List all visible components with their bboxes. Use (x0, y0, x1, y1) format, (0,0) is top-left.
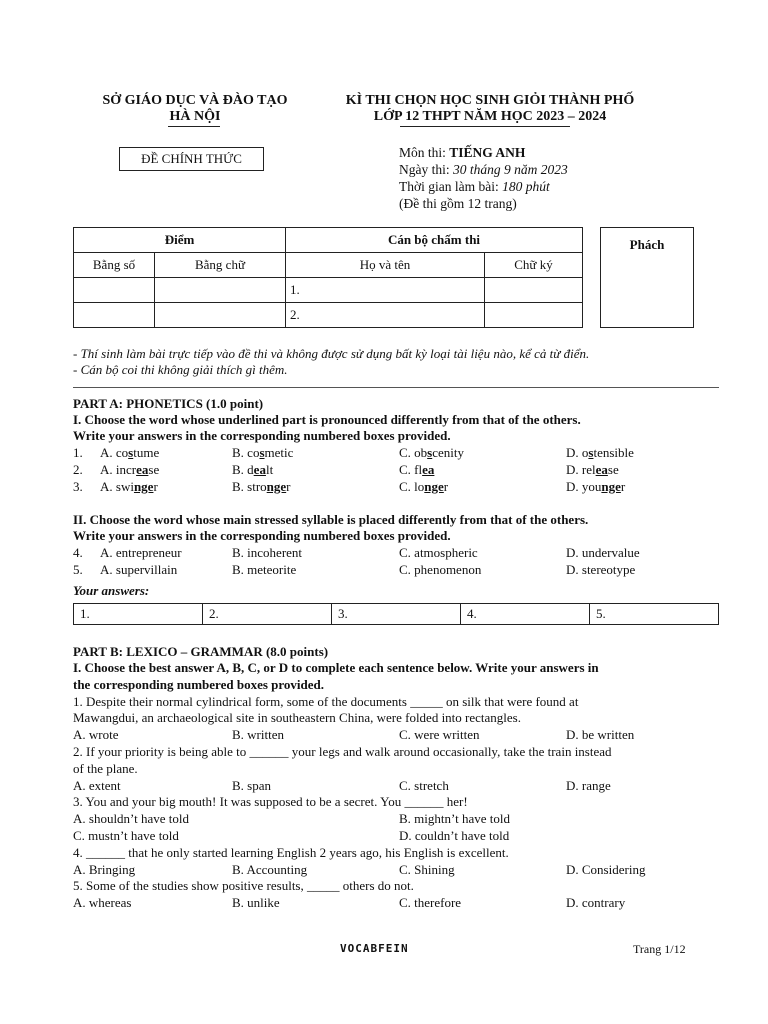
question-4-text: 4. ______ that he only started learning English 2 years ago, his English is excellent. (73, 845, 509, 860)
question-5-text: 5. Some of the studies show positive results, _____ others do not. (73, 878, 414, 893)
duration-line (399, 179, 550, 195)
score-number-cell-2[interactable] (74, 303, 155, 328)
score-number-cell[interactable] (74, 278, 155, 303)
option-c: C. atmospheric (399, 545, 478, 560)
q2-option-a: A. extent (73, 778, 121, 793)
your-answers-label: Your answers: (73, 583, 150, 598)
question-number: 4. (73, 545, 83, 560)
option-c: C. longer (399, 479, 449, 494)
option-a: A. costume (100, 445, 160, 460)
score-number-header: Bằng số (74, 253, 155, 278)
part-a-sec2-instruction-2: Write your answers in the corresponding numbered boxes provided. (73, 528, 451, 543)
question-number: 2. (73, 462, 83, 477)
question-2-text-cont: of the plane. (73, 761, 138, 776)
option-d: D. ostensible (566, 445, 634, 460)
part-a-title: PART A: PHONETICS (1.0 point) (73, 396, 264, 411)
subject-value: TIẾNG ANH (449, 145, 526, 160)
option-c: C. phenomenon (399, 562, 482, 577)
exam-year: LỚP 12 THPT NĂM HỌC 2023 – 2024 (373, 109, 607, 124)
option-d: D. undervalue (566, 545, 640, 560)
q3-option-b: B. mightn’t have told (399, 811, 510, 826)
part-a-sec2-instruction-1: II. Choose the word whose main stressed syllable is placed differently from that of the others. (73, 512, 589, 527)
option-d: D. younger (566, 479, 626, 494)
q1-option-b: B. written (232, 727, 284, 742)
header-divider-right (400, 126, 570, 127)
option-c: C. obscenity (399, 445, 464, 460)
question-number: 5. (73, 562, 83, 577)
part-b-sec1-instruction-1: I. Choose the best answer A, B, C, or D to complete each sentence below. Write your answers in (73, 660, 599, 675)
score-words-cell[interactable] (155, 278, 286, 303)
answer-box-4[interactable]: 4. (461, 604, 590, 625)
department-name: SỞ GIÁO DỤC VÀ ĐÀO TẠO (102, 93, 288, 108)
score-words-header: Bằng chữ (155, 253, 286, 278)
exam-name: KÌ THI CHỌN HỌC SINH GIỎI THÀNH PHỐ (345, 93, 635, 108)
department-city: HÀ NỘI (169, 109, 221, 124)
brand-logo: VOCABFEIN (340, 942, 409, 955)
score-table (73, 227, 583, 328)
q4-option-b: B. Accounting (232, 862, 308, 877)
option-a: A. increase (100, 462, 160, 477)
examiner-1-name-cell[interactable]: 1. (286, 278, 485, 303)
date-line (399, 162, 568, 178)
examiner-2-signature-cell[interactable] (485, 303, 583, 328)
q1-option-d: D. be written (566, 727, 635, 742)
official-exam-stamp: ĐỀ CHÍNH THỨC (119, 147, 264, 171)
page-count-note: (Đề thi gồm 12 trang) (399, 196, 517, 211)
question-number: 3. (73, 479, 83, 494)
page-number: Trang 1/12 (633, 942, 686, 956)
examiner-1-signature-cell[interactable] (485, 278, 583, 303)
q5-option-c: C. therefore (399, 895, 462, 910)
option-d: D. release (566, 462, 619, 477)
subject-label: Môn thi: (399, 145, 450, 160)
q5-option-d: D. contrary (566, 895, 626, 910)
note-1: - Thí sinh làm bài trực tiếp vào đề thi và không được sử dụng bất kỳ loại tài liệu nào, kể cả từ điển. (73, 346, 590, 361)
q4-option-c: C. Shining (399, 862, 455, 877)
option-a: A. supervillain (100, 562, 178, 577)
answer-box-1[interactable]: 1. (74, 604, 203, 625)
option-b: B. incoherent (232, 545, 303, 560)
q1-option-a: A. wrote (73, 727, 119, 742)
note-2: - Cán bộ coi thi không giải thích gì thêm. (73, 362, 288, 377)
q3-option-d: D. couldn’t have told (399, 828, 510, 843)
q4-option-a: A. Bringing (73, 862, 136, 877)
subject-line (399, 145, 525, 161)
date-value: 30 tháng 9 năm 2023 (453, 162, 568, 177)
q4-option-d: D. Considering (566, 862, 646, 877)
question-1-text: 1. Despite their normal cylindrical form, some of the documents _____ on silk that were found at (73, 694, 579, 709)
option-b: B. dealt (232, 462, 274, 477)
part-a-sec1-instruction-2: Write your answers in the corresponding numbered boxes provided. (73, 428, 451, 443)
examiner-header: Cán bộ chấm thi (286, 228, 583, 253)
option-b: B. stronger (232, 479, 291, 494)
score-header: Điểm (74, 228, 286, 253)
q5-option-b: B. unlike (232, 895, 280, 910)
answer-box-5[interactable]: 5. (590, 604, 719, 625)
question-number: 1. (73, 445, 83, 460)
answer-box-2[interactable]: 2. (203, 604, 332, 625)
question-2-text: 2. If your priority is being able to ______ your legs and walk around occasionally, take the train instead (73, 744, 612, 759)
answer-boxes (73, 603, 719, 625)
section-divider (73, 387, 719, 388)
date-label: Ngày thi: (399, 162, 453, 177)
option-d: D. stereotype (566, 562, 636, 577)
q5-option-a: A. whereas (73, 895, 132, 910)
duration-value: 180 phút (502, 179, 550, 194)
q3-option-c: C. mustn’t have told (73, 828, 179, 843)
option-c: C. flea (399, 462, 435, 477)
option-b: B. cosmetic (232, 445, 294, 460)
phach-box[interactable]: Phách (600, 227, 694, 328)
examiner-signature-header: Chữ ký (485, 253, 583, 278)
duration-label: Thời gian làm bài: (399, 179, 503, 194)
answer-box-3[interactable]: 3. (332, 604, 461, 625)
q2-option-b: B. span (232, 778, 271, 793)
option-a: A. swinger (100, 479, 158, 494)
header-divider-left (168, 126, 220, 127)
examiner-name-header: Họ và tên (286, 253, 485, 278)
option-a: A. entrepreneur (100, 545, 182, 560)
option-b: B. meteorite (232, 562, 297, 577)
part-b-title: PART B: LEXICO – GRAMMAR (8.0 points) (73, 644, 329, 659)
q2-option-c: C. stretch (399, 778, 449, 793)
score-words-cell-2[interactable] (155, 303, 286, 328)
question-3-text: 3. You and your big mouth! It was supposed to be a secret. You ______ her! (73, 794, 468, 809)
question-1-text-cont: Mawangdui, an archaeological site in southeastern China, were folded into rectangles. (73, 710, 521, 725)
q2-option-d: D. range (566, 778, 611, 793)
q1-option-c: C. were written (399, 727, 480, 742)
part-a-sec1-instruction-1: I. Choose the word whose underlined part is pronounced differently from that of the others. (73, 412, 581, 427)
part-b-sec1-instruction-2: the corresponding numbered boxes provided. (73, 677, 325, 692)
examiner-2-name-cell[interactable]: 2. (286, 303, 485, 328)
q3-option-a: A. shouldn’t have told (73, 811, 190, 826)
